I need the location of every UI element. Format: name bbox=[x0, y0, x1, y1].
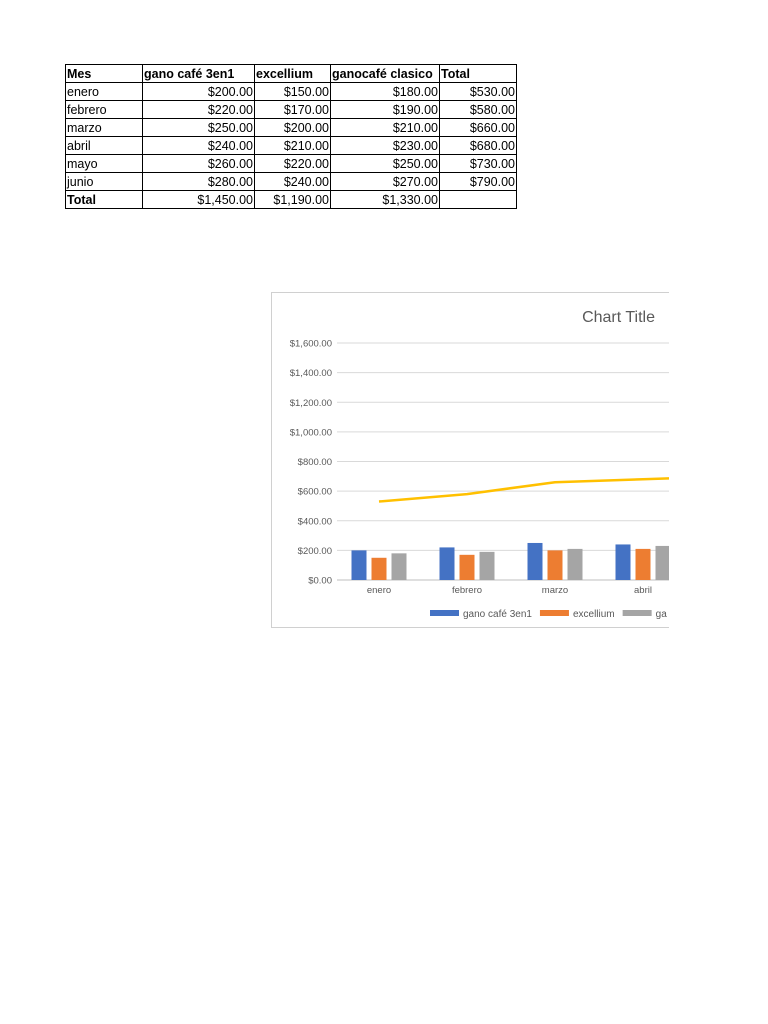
cell-value[interactable]: $200.00 bbox=[143, 83, 255, 101]
x-tick-label: febrero bbox=[451, 585, 483, 596]
cell-month[interactable]: febrero bbox=[66, 101, 143, 119]
cell-value[interactable]: $790.00 bbox=[440, 173, 517, 191]
chart[interactable] bbox=[271, 292, 669, 628]
cell-total-value[interactable]: $1,330.00 bbox=[331, 191, 440, 209]
cell-month[interactable]: marzo bbox=[66, 119, 143, 137]
cell-value[interactable]: $250.00 bbox=[143, 119, 255, 137]
legend-label[interactable]: gano café 3en1 bbox=[463, 609, 532, 620]
y-tick-label: $600.00 bbox=[297, 486, 332, 498]
header-excellium[interactable]: excellium bbox=[255, 65, 331, 83]
y-tick-label: $1,200.00 bbox=[289, 397, 332, 409]
table-header-row bbox=[66, 65, 517, 83]
y-tick-label: $0.00 bbox=[308, 575, 332, 587]
cell-value[interactable]: $200.00 bbox=[255, 119, 331, 137]
cell-value[interactable]: $190.00 bbox=[331, 101, 440, 119]
bar[interactable] bbox=[636, 549, 651, 580]
cell-value[interactable]: $220.00 bbox=[255, 155, 331, 173]
cell-total-value[interactable]: $1,190.00 bbox=[255, 191, 331, 209]
bar[interactable] bbox=[352, 550, 367, 580]
cell-value[interactable]: $230.00 bbox=[331, 137, 440, 155]
cell-value[interactable]: $150.00 bbox=[255, 83, 331, 101]
cell-value[interactable]: $580.00 bbox=[440, 101, 517, 119]
cell-value[interactable]: $170.00 bbox=[255, 101, 331, 119]
table-row bbox=[66, 155, 517, 173]
cell-value[interactable]: $280.00 bbox=[143, 173, 255, 191]
table-row bbox=[66, 83, 517, 101]
cell-value[interactable]: $260.00 bbox=[143, 155, 255, 173]
table-total-row bbox=[66, 191, 517, 209]
chart-svg bbox=[272, 293, 669, 627]
bar[interactable] bbox=[440, 547, 455, 580]
header-gano-cafe-3en1[interactable]: gano café 3en1 bbox=[143, 65, 255, 83]
legend-label[interactable]: excellium bbox=[572, 609, 615, 620]
cell-month[interactable]: junio bbox=[66, 173, 143, 191]
bar[interactable] bbox=[616, 544, 631, 580]
cell-value[interactable]: $660.00 bbox=[440, 119, 517, 137]
bar[interactable] bbox=[372, 558, 387, 580]
cell-value[interactable]: $240.00 bbox=[143, 137, 255, 155]
cell-total-value[interactable] bbox=[440, 191, 517, 209]
data-table bbox=[65, 64, 517, 209]
cell-month[interactable]: abril bbox=[66, 137, 143, 155]
cell-month[interactable]: enero bbox=[66, 83, 143, 101]
cell-value[interactable]: $220.00 bbox=[143, 101, 255, 119]
y-tick-label: $1,000.00 bbox=[289, 427, 332, 439]
table-row bbox=[66, 137, 517, 155]
cell-value[interactable]: $210.00 bbox=[255, 137, 331, 155]
y-tick-label: $800.00 bbox=[297, 457, 332, 468]
cell-value[interactable]: $240.00 bbox=[255, 173, 331, 191]
cell-value[interactable]: $180.00 bbox=[331, 83, 440, 101]
total-line[interactable] bbox=[379, 476, 669, 501]
bar[interactable] bbox=[460, 555, 475, 580]
legend-label[interactable]: ga bbox=[655, 609, 667, 620]
cell-value[interactable]: $530.00 bbox=[440, 83, 517, 101]
cell-total-value[interactable]: $1,450.00 bbox=[143, 191, 255, 209]
x-tick-label: abril bbox=[634, 585, 652, 596]
table-row bbox=[66, 101, 517, 119]
y-tick-label: $1,600.00 bbox=[289, 338, 332, 350]
cell-value[interactable]: $210.00 bbox=[331, 119, 440, 137]
y-tick-label: $200.00 bbox=[297, 545, 332, 557]
x-tick-label: marzo bbox=[541, 585, 569, 596]
header-mes[interactable]: Mes bbox=[66, 65, 143, 83]
legend-swatch bbox=[540, 610, 569, 616]
legend-swatch bbox=[430, 610, 459, 616]
chart-title[interactable]: Chart Title bbox=[582, 309, 655, 326]
table-row bbox=[66, 173, 517, 191]
bar[interactable] bbox=[480, 552, 495, 580]
bar[interactable] bbox=[568, 549, 583, 580]
bar[interactable] bbox=[392, 553, 407, 580]
cell-month[interactable]: mayo bbox=[66, 155, 143, 173]
cell-value[interactable]: $680.00 bbox=[440, 137, 517, 155]
cell-value[interactable]: $250.00 bbox=[331, 155, 440, 173]
y-tick-label: $400.00 bbox=[297, 516, 332, 528]
cell-value[interactable]: $730.00 bbox=[440, 155, 517, 173]
bar[interactable] bbox=[548, 550, 563, 580]
y-tick-label: $1,400.00 bbox=[289, 368, 332, 380]
legend-swatch bbox=[623, 610, 652, 616]
bar[interactable] bbox=[656, 546, 670, 580]
table-row bbox=[66, 119, 517, 137]
header-total[interactable]: Total bbox=[440, 65, 517, 83]
cell-value[interactable]: $270.00 bbox=[331, 173, 440, 191]
header-ganocafe-clasico[interactable]: ganocafé clasico bbox=[331, 65, 440, 83]
x-tick-label: enero bbox=[366, 585, 392, 596]
cell-total-label[interactable]: Total bbox=[66, 191, 143, 209]
bar[interactable] bbox=[528, 543, 543, 580]
